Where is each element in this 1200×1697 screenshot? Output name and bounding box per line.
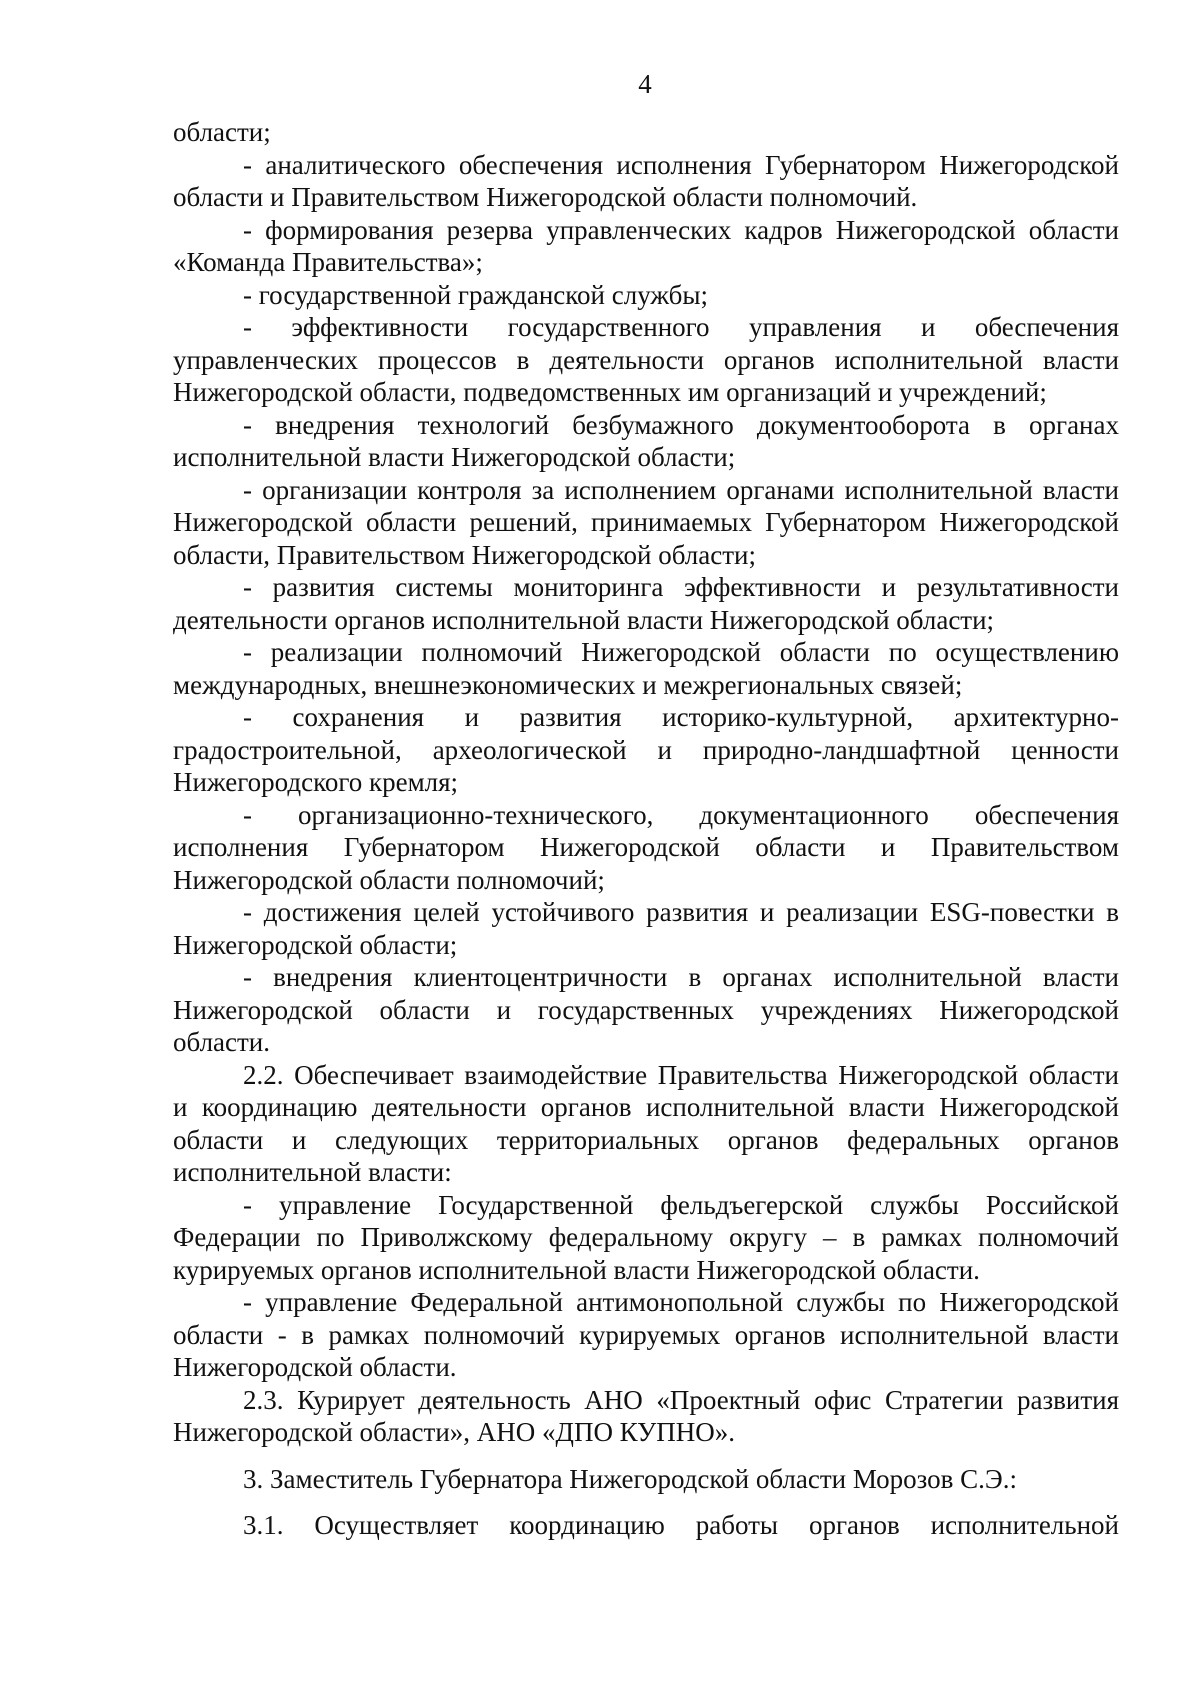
list-item-esg-agenda: - достижения целей устойчивого развития и реализации ESG-повестки в Нижегородской области; (173, 897, 1119, 960)
section-3-heading: 3. Заместитель Губернатора Нижегородской области Морозов С.Э.: (243, 1463, 1018, 1494)
list-item-client-centricity: - внедрения клиентоцентричности в органах исполнительной власти Нижегородской области и государственных учреждениях Нижегородской области. (173, 962, 1119, 1057)
document-body (173, 116, 1119, 1542)
page-number: 4 (638, 69, 652, 99)
list-item-antimonopoly-service: - управление Федеральной антимонопольной службы по Нижегородской области - в рамках полномочий курируемых органов исполнительной власти Нижегородской области. (173, 1287, 1119, 1382)
section-3-1: 3.1. Осуществляет координацию работы органов исполнительной (243, 1510, 1119, 1540)
list-item-reserve-formation: - формирования резерва управленческих кадров Нижегородской области «Команда Правительства»; (173, 214, 1119, 277)
section-2-2: 2.2. Обеспечивает взаимодействие Правительства Нижегородской области и координацию деятельности органов исполнительной власти Нижегородской области и следующих территориальных органов федеральных органов исполнительной власти: (173, 1059, 1119, 1187)
paragraph-continuation: области; (173, 117, 271, 147)
list-item-governance-efficiency: - эффективности государственного управления и обеспечения управленческих процессов в деятельности органов исполнительной власти Нижегородской области, подведомственных им организаций и учреждений; (173, 312, 1119, 407)
list-item-civil-service: - государственной гражданской службы; (243, 279, 709, 310)
list-item-execution-control: - организации контроля за исполнением органами исполнительной власти Нижегородской области решений, принимаемых Губернатором Нижегородской области, Правительством Нижегородской области; (173, 474, 1119, 570)
list-item-international-relations: - реализации полномочий Нижегородской области по осуществлению международных, внешнеэкономических и межрегиональных связей; (173, 637, 1119, 700)
section-2-3: 2.3. Курирует деятельность АНО «Проектный офис Стратегии развития Нижегородской области», АНО «ДПО КУПНО». (173, 1384, 1119, 1447)
list-item-paperless-workflow: - внедрения технологий безбумажного документооборота в органах исполнительной власти Нижегородской области; (173, 409, 1119, 472)
list-item-kremlin-preservation: - сохранения и развития историко-культурной, архитектурно-градостроительной, археологической и природно-ландшафтной ценности Нижегородского кремля; (173, 702, 1119, 797)
list-item-analytical-support: - аналитического обеспечения исполнения Губернатором Нижегородской области и Правительством Нижегородской области полномочий. (173, 149, 1119, 212)
list-item-documentation-support: - организационно-технического, документационного обеспечения исполнения Губернатором Нижегородской области и Правительством Нижегородской области полномочий; (173, 799, 1119, 895)
list-item-courier-service: - управление Государственной фельдъегерской службы Российской Федерации по Приволжскому федеральному округу – в рамках полномочий курируемых органов исполнительной власти Нижегородской области. (173, 1189, 1119, 1285)
list-item-monitoring-system: - развития системы мониторинга эффективности и результативности деятельности органов исполнительной власти Нижегородской области; (173, 572, 1119, 635)
